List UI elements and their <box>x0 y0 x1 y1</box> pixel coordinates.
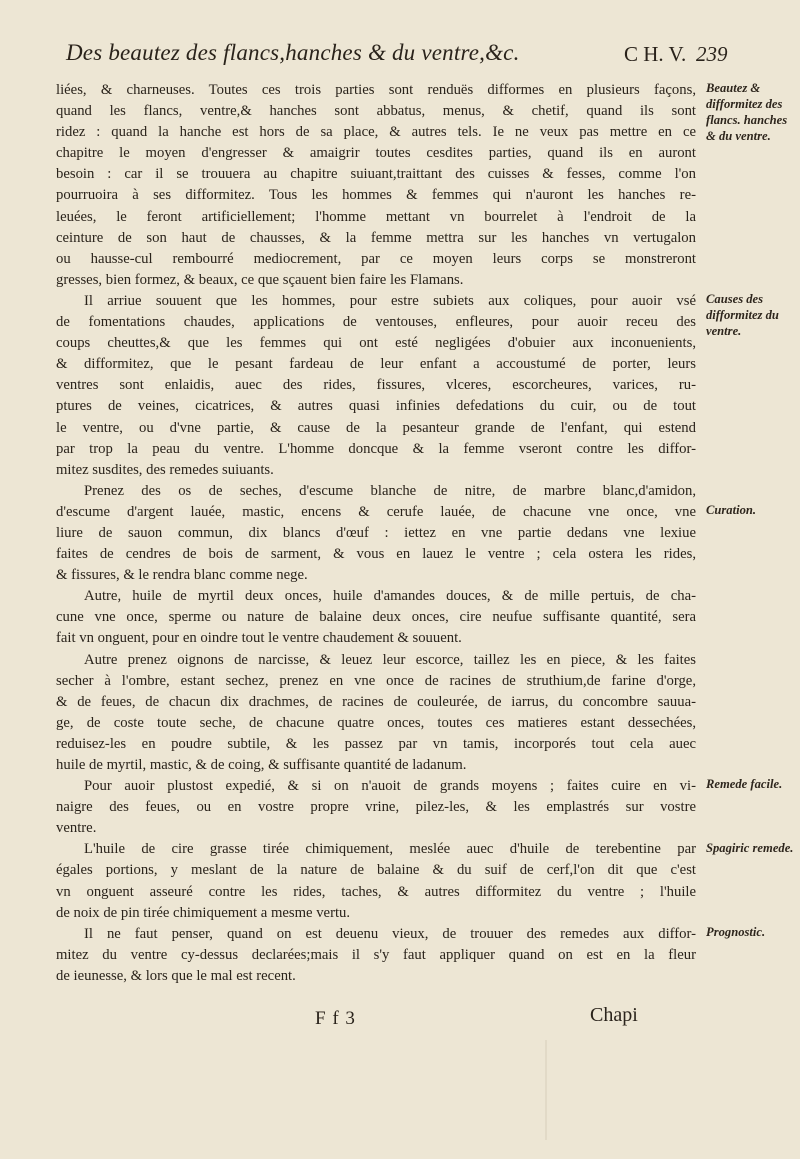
text-line: égales portions, y meslant de la nature de balaine & du suif de cerf,l'on dit que c'est <box>56 862 696 879</box>
margin-note-curation: Curation. <box>706 503 757 517</box>
text-line: Il ne faut penser, quand on est deuenu vieux, de trouuer des remedes aux diffor- <box>84 925 696 942</box>
text-line: quand les flancs, ventre,& hanches sont abbatus, menus, & chetif, quand ils sont <box>56 103 696 120</box>
text-line: vn onguent asseuré contre les rides, taches, & autres difformitez du ventre ; l'huile <box>56 883 696 900</box>
text-line: ou hausse-cul rembourré mediocrement, par ce moyen leurs corps se monstreront <box>56 250 696 267</box>
text-line: ventres sont enlaidis, auec des rides, fissures, vlceres, escorcheures, varices, ru- <box>56 377 696 394</box>
text-line: leuées, le feront artificiellement; l'homme mettant vn bourrelet à l'endroit de la <box>56 208 696 225</box>
chapter-number: C H. V. <box>624 42 687 66</box>
text-line: faites de cendres de bois de sarment, & vous en lauez le ventre ; cela ostera les rides, <box>56 546 696 563</box>
text-line: & fissures, & le rendra blanc comme nege. <box>56 567 308 584</box>
text-line: pourruoira à ses difformitez. Tous les hommes & femmes qui n'auront les hanches re- <box>56 187 696 204</box>
text-line: cune vne once, sperme ou nature de balaine deux onces, cire neufue suffisante quantité, sera <box>56 609 696 626</box>
text-line: ceinture de son haut de chausses, & la femme mettra sur les hanches vn vertugalon <box>56 229 696 246</box>
text-line: coups cheuttes,& que les femmes qui ont esté negligées d'obuier aux inconuenients, <box>56 335 696 352</box>
text-line: besoin : car il se trouuera au chapitre suiuant,traittant des cuisses & fesses, comme l'on <box>56 166 696 183</box>
text-line: Prenez des os de seches, d'escume blanche de nitre, de marbre blanc,d'amidon, <box>84 482 696 499</box>
catchword: Chapi <box>590 1004 638 1026</box>
margin-note-prognostic: Prognostic. <box>706 925 766 939</box>
text-line: huile de myrtil, mastic, & de coing, & suffisante quantité de ladanum. <box>56 757 467 773</box>
text-line: ventre. <box>56 820 97 837</box>
text-line: reduisez-les en poudre subtile, & les passez par vn tamis, incorporés tout cela auec <box>56 735 696 752</box>
text-line: naigre des feues, ou en vostre propre vrine, pilez-les, & les emplastrés sur vostre <box>56 799 696 816</box>
text-line: le ventre, ou d'vne partie, & cause de la pesanteur grande de l'enfant, qui estend <box>56 419 696 436</box>
text-line: liure de sauon commun, dix blancs d'œuf : iettez en vne partie dedans vne lexiue <box>56 524 696 541</box>
margin-note-causes: Causes des difformitez du ventre. <box>706 292 779 338</box>
text-line: gresses, bien formez, & beaux, ce que sçauent bien faire les Flamans. <box>56 271 464 288</box>
margin-note-spagiric: Spagiric remede. <box>706 841 794 855</box>
text-line: fait vn onguent, pour en oindre tout le ventre chaudement & souuent. <box>56 630 462 647</box>
text-line: de fomentations chaudes, applications de ventouses, enfleures, pour auoir receu des <box>56 314 696 331</box>
text-line: d'escume d'argent lauée, mastic, encens & cerufe lauée, de chacune vne once, vne <box>56 503 696 520</box>
text-line: ridez : quand la hanche est hors de sa place, & autres tels. Ie ne veux pas mettre en ce <box>56 124 696 141</box>
margin-note-remede-facile: Remede facile. <box>706 777 783 791</box>
text-line: & difformitez, que le pesant fardeau de leur enfant a accoustumé de porter, leurs <box>56 356 696 373</box>
text-line: liées, & charneuses. Toutes ces trois parties sont renduës difformes en plusieurs façons, <box>56 82 696 98</box>
text-line: mitez du ventre cy-dessus declarées;mais il s'y faut appliquer quand on est en la fleur <box>56 946 696 963</box>
signature-mark: F f 3 <box>315 1008 356 1029</box>
text-line: L'huile de cire grasse tirée chimiquement, meslée auec d'huile de terebentine par <box>84 841 696 858</box>
text-line: ge, de coste toute seche, de chacune quatre onces, toutes ces matieres estant dessechées, <box>56 714 696 731</box>
text-line: ptures de veines, cicatrices, & autres quasi infinies defedations du cuir, ou de tout <box>56 398 696 415</box>
margin-note-beautez: Beautez & difformitez des flancs. hanches & du ventre. <box>706 81 788 143</box>
text-line: & de feues, de chacun dix drachmes, de racines de couleurée, de iarrus, du concombre sauua- <box>56 693 696 710</box>
text-line: de noix de pin tirée chimiquement a mesme vertu. <box>56 904 351 921</box>
paper-mark <box>545 1040 547 1140</box>
main-text <box>56 80 696 987</box>
text-line: Autre, huile de myrtil deux onces, huile d'amandes douces, & de mille pertuis, de cha- <box>84 588 696 605</box>
text-line: Il arriue souuent que les hommes, pour estre subiets aux coliques, pour auoir vsé <box>84 292 696 309</box>
text-line: par trop la peau du ventre. L'homme doncque & la femme vseront contre les diffor- <box>56 440 696 457</box>
text-line: de ieunesse, & lors que le mal est recent. <box>56 967 296 984</box>
text-line: chapitre le moyen d'engresser & amaigrir toutes cesdites parties, quand ils en auront <box>56 145 696 162</box>
text-line: Autre prenez oignons de narcisse, & leuez leur escorce, taillez les en piece, & les faites <box>84 651 696 668</box>
running-header <box>66 40 736 72</box>
text-line: secher à l'ombre, estant sechez, prenez en vne once de racines de struthium,de farine d'orge, <box>56 672 696 689</box>
text-line: mitez susdites, des remedes suiuants. <box>56 461 274 478</box>
page-number: 239 <box>696 42 728 66</box>
text-line: Pour auoir plustost expedié, & si on n'auoit de grands moyens ; faites cuire en vi- <box>84 778 696 795</box>
running-title: Des beautez des flancs,hanches & du ventre,&c. <box>66 40 520 65</box>
